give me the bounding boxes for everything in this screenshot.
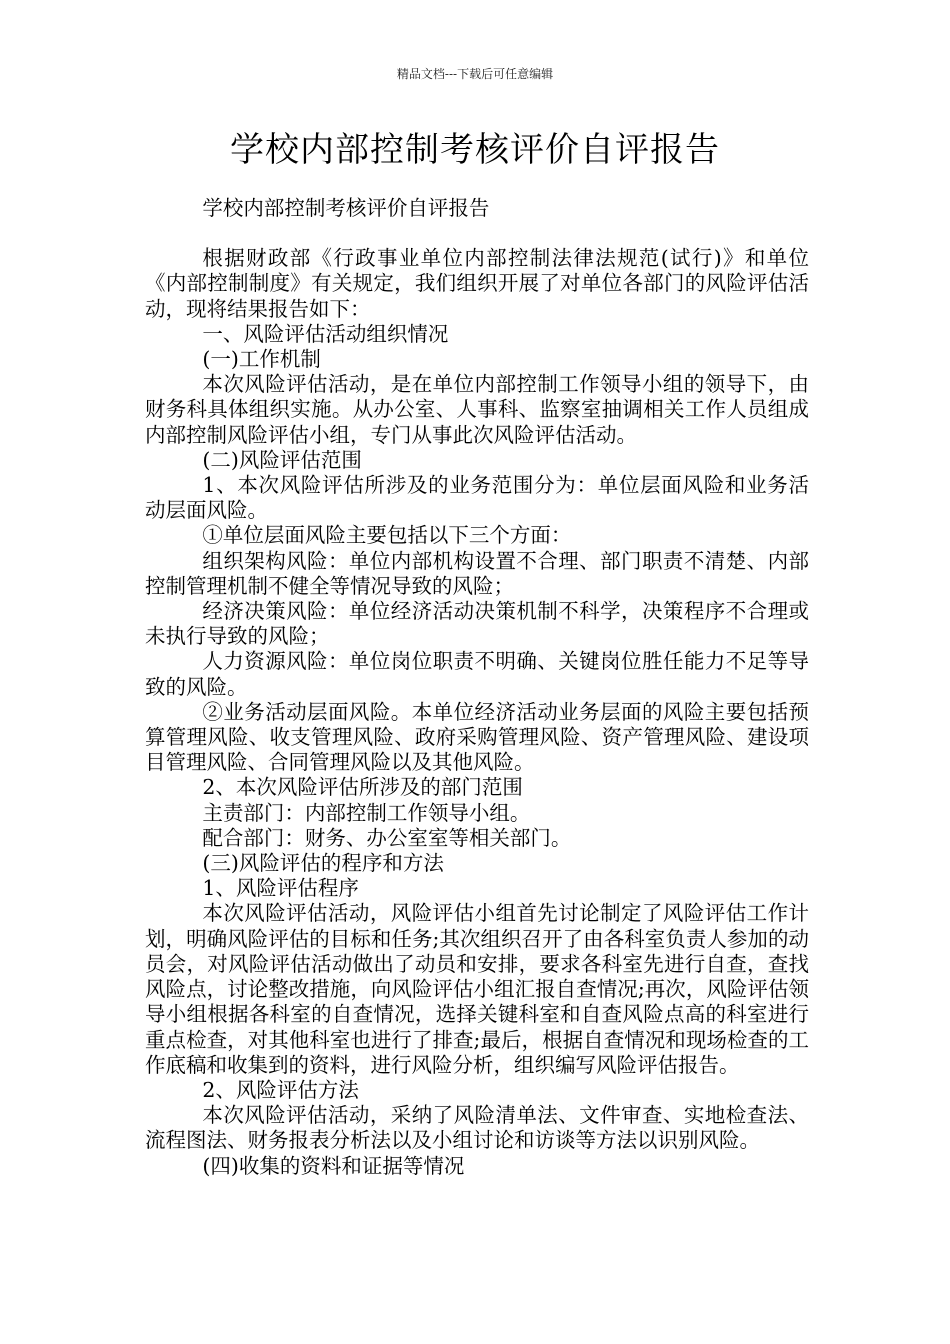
document-subtitle: 学校内部控制考核评价自评报告	[202, 196, 490, 220]
paragraph: ②业务活动层面风险。本单位经济活动业务层面的风险主要包括预算管理风险、收支管理风险、政府采购管理风险、资产管理风险、建设项目管理风险、合同管理风险以及其他风险。	[145, 699, 809, 775]
paragraph: 主责部门：内部控制工作领导小组。	[202, 800, 531, 825]
subsection-heading-3: (三)风险评估的程序和方法	[202, 851, 444, 876]
paragraph: 经济决策风险：单位经济活动决策机制不科学，决策程序不合理或未执行导致的风险；	[145, 599, 809, 649]
header-note: 精品文档---下载后可任意编辑	[396, 67, 554, 81]
paragraph: 2、本次风险评估所涉及的部门范围	[202, 775, 523, 800]
section-heading-1: 一、风险评估活动组织情况	[202, 321, 449, 346]
paragraph: 配合部门：财务、办公室室等相关部门。	[202, 825, 572, 850]
paragraph: ①单位层面风险主要包括以下三个方面：	[202, 523, 572, 548]
paragraph: 1、本次风险评估所涉及的业务范围分为：单位层面风险和业务活动层面风险。	[145, 473, 809, 523]
paragraph: 人力资源风险：单位岗位职责不明确、关键岗位胜任能力不足等导致的风险。	[145, 649, 809, 699]
paragraph: 本次风险评估活动，采纳了风险清单法、文件审查、实地检查法、流程图法、财务报表分析法以及小组讨论和访谈等方法以识别风险。	[145, 1103, 809, 1153]
paragraph: 2、风险评估方法	[202, 1077, 359, 1102]
paragraph: 本次风险评估活动，是在单位内部控制工作领导小组的领导下，由财务科具体组织实施。从办公室、人事科、监察室抽调相关工作人员组成内部控制风险评估小组，专门从事此次风险评估活动。	[145, 372, 809, 447]
document-title: 学校内部控制考核评价自评报告	[230, 130, 720, 170]
subsection-heading-2: (二)风险评估范围	[202, 447, 362, 472]
paragraph: 1、风险评估程序	[202, 876, 359, 901]
paragraph-intro: 根据财政部《行政事业单位内部控制法律法规范(试行)》和单位《内部控制制度》有关规定，我们组织开展了对单位各部门的风险评估活动，现将结果报告如下：	[145, 246, 809, 321]
paragraph: 本次风险评估活动，风险评估小组首先讨论制定了风险评估工作计划，明确风险评估的目标和任务;其次组织召开了由各科室负责人参加的动员会，对风险评估活动做出了动员和安排，要求各科室先进行自查，查找风险点，讨论整改措施，向风险评估小组汇报自查情况;再次，风险评估领导小组根据各科室的自查情况，选择关键科室和自查风险点高的科室进行重点检查，对其他科室也进行了排查;最后，根据自查情况和现场检查的工作底稿和收集到的资料，进行风险分析，组织编写风险评估报告。	[145, 901, 809, 1077]
document-body	[145, 196, 809, 1179]
subsection-heading-4: (四)收集的资料和证据等情况	[202, 1153, 465, 1178]
subsection-heading-1: (一)工作机制	[202, 347, 321, 372]
paragraph: 组织架构风险：单位内部机构设置不合理、部门职责不清楚、内部控制管理机制不健全等情况导致的风险；	[145, 548, 809, 598]
